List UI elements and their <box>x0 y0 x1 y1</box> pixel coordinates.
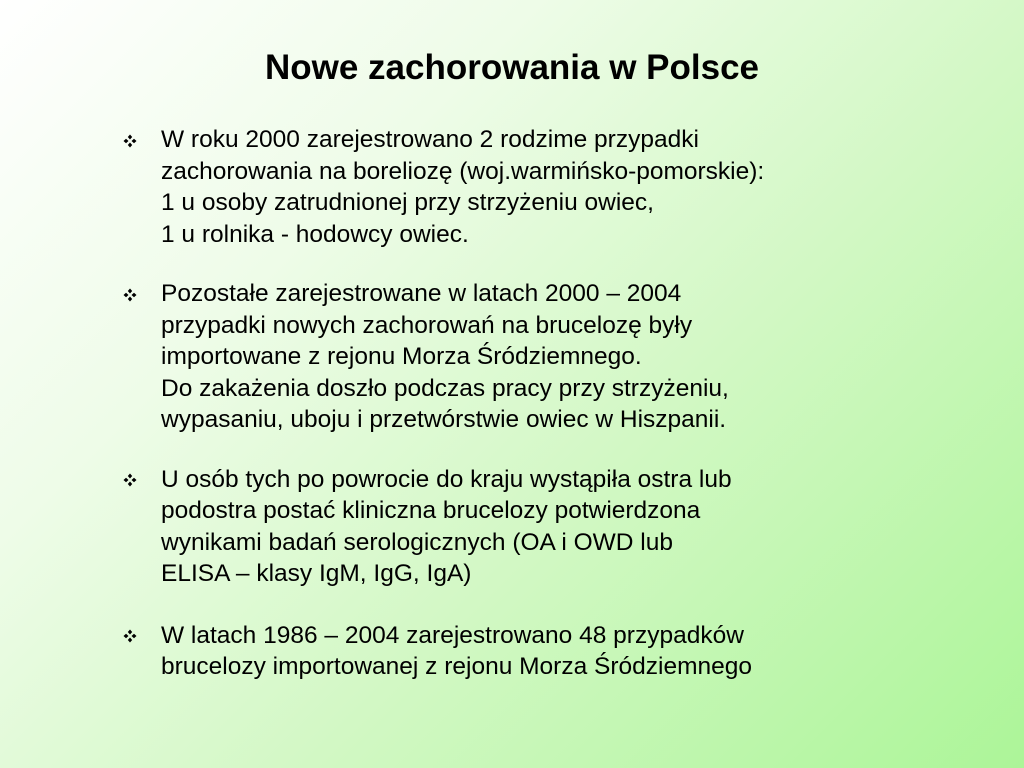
slide-title: Nowe zachorowania w Polsce <box>264 48 760 87</box>
bullet-line: brucelozy importowanej z rejonu Morza Śródziemnego <box>161 653 753 680</box>
bullet-line: przypadki nowych zachorowań na brucelozę były <box>161 311 693 339</box>
bullet-line: U osób tych po powrocie do kraju wystąpiła ostra lub <box>161 465 732 493</box>
four-diamond-bullet-icon <box>120 465 140 496</box>
bullet-line: 1 u osoby zatrudnionej przy strzyżeniu owiec, <box>161 189 654 216</box>
four-diamond-bullet-icon <box>120 279 140 310</box>
bullet-line: Pozostałe zarejestrowane w latach 2000 – 2004 <box>161 280 682 307</box>
bullet-line: wypasaniu, uboju i przetwórstwie owiec w Hiszpanii. <box>161 406 727 433</box>
bullet-line: ELISA – klasy IgM, IgG, IgA) <box>161 560 472 587</box>
bullet-line: W latach 1986 – 2004 zarejestrowano 48 przypadków <box>161 621 744 649</box>
four-diamond-bullet-icon <box>120 125 140 156</box>
bullet-line: Do zakażenia doszło podczas pracy przy strzyżeniu, <box>161 374 729 402</box>
bullet-line: zachorowania na boreliozę (woj.warmińsko-pomorskie): <box>161 157 765 185</box>
bullet-item <box>120 278 980 436</box>
bullet-line: wynikami badań serologicznych (OA i OWD lub <box>161 528 673 556</box>
bullet-item <box>120 620 980 683</box>
bullet-line: W roku 2000 zarejestrowano 2 rodzime przypadki <box>161 126 699 153</box>
bullet-item <box>120 464 980 590</box>
bullet-item <box>120 124 980 250</box>
bullet-line: 1 u rolnika - hodowcy owiec. <box>161 220 469 248</box>
bullet-line: podostra postać kliniczna brucelozy potwierdzona <box>161 497 701 524</box>
bullet-list <box>120 124 980 711</box>
four-diamond-bullet-icon <box>120 621 140 652</box>
bullet-line: importowane z rejonu Morza Śródziemnego. <box>161 343 642 370</box>
